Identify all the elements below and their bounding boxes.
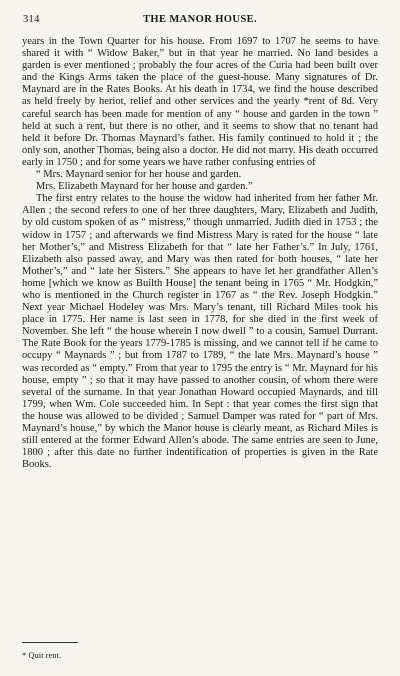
footnote: * Quit rent. xyxy=(22,650,61,660)
quoted-entry-1: “ Mrs. Maynard senior for her house and garden. xyxy=(36,169,242,181)
page-number: 314 xyxy=(23,14,40,25)
footnote-rule xyxy=(22,642,78,643)
page-header xyxy=(22,14,378,28)
running-title: THE MANOR HOUSE. xyxy=(142,14,258,25)
paragraph-continued: years in the Town Quarter for his house. From 1697 to 1707 he seems to have shared it with “ Widow Baker,” but in that year he married. No land besides a garden is ever mentioned ; probably the four acres of the Curia had been built over and the Kings Arms taken the place of the guest-house. Many signatures of Dr. Maynard are in the Rates Books. At his death in 1734, we find the house described as held freely by heriot, relief and other services and the yearly *rent of 8d. Very careful search has been made for mention of any “ house and garden in the town ” held at such a rent, but there is no other, and it seems to show that no tenant had held it before Dr. Thomas Maynard’s father. His family continued to hold it ; the only son, another Thomas, being also a doctor. He did not marry. His death occurred early in 1750 ; and for some years we have rather confusing entries of xyxy=(22,36,378,168)
quoted-entry-2: Mrs. Elizabeth Maynard for her house and garden.” xyxy=(36,181,253,193)
body-text xyxy=(22,36,378,471)
paragraph-main: The first entry relates to the house the widow had inherited from her father Mr. Allen ; the second refers to one of her three daughters, Mary, Elizabeth and Judith, by old custom spoken of as “ mistress,” though unmarried. Judith died in 1753 ; the widow in 1757 ; and afterwards we find Mistress Mary is rated for the house “ late her Mother’s,” and Mistress Elizabeth for that “ late her Father’s.” In July, 1761, Elizabeth also passed away, and Mary was then rated for both houses, “ late her Mother’s,” and “ late her Sisters.” She appears to have let her grandfather Allen’s home [which we know as Builth House] the tenant being in 1765 “ Mr. Hodgkin,” who is mentioned in the Church register in 1767 as “ the Rev. Joseph Hodgkin.” Next year Michael Hodeley was Mrs. Mary’s tenant, till Richard Miles took his place in 1775. Her name is last seen in 1778, for she died in the first week of November. She left “ the house wherein I now dwell ” to a cousin, Samuel Durrant. The Rate Book for the years 1779-1785 is missing, and we cannot tell if he came to occupy “ Maynards ” ; but from 1787 to 1789, “ the late Mrs. Maynard’s house ” was recorded as “ empty.” From that year to 1795 the entry is “ Mr. Maynard for his house, empty ” ; so that it may have passed to another cousin, of whom there were several of the surname. In that year Jonathan Howard occupied Maynards, and till 1799, when Wm. Cole succeeded him. In Sept : that year comes the first sign that the house was allowed to be divided ; Samuel Damper was rated for “ part of Mrs. Maynard’s house,” by which the Manor house is clearly meant, as Richard Miles is still entered at the former Edward Allen’s abode. The same entries are seen to June, 1800 ; after this date no further indentification of properties is given in the Rate Books. xyxy=(22,193,378,471)
